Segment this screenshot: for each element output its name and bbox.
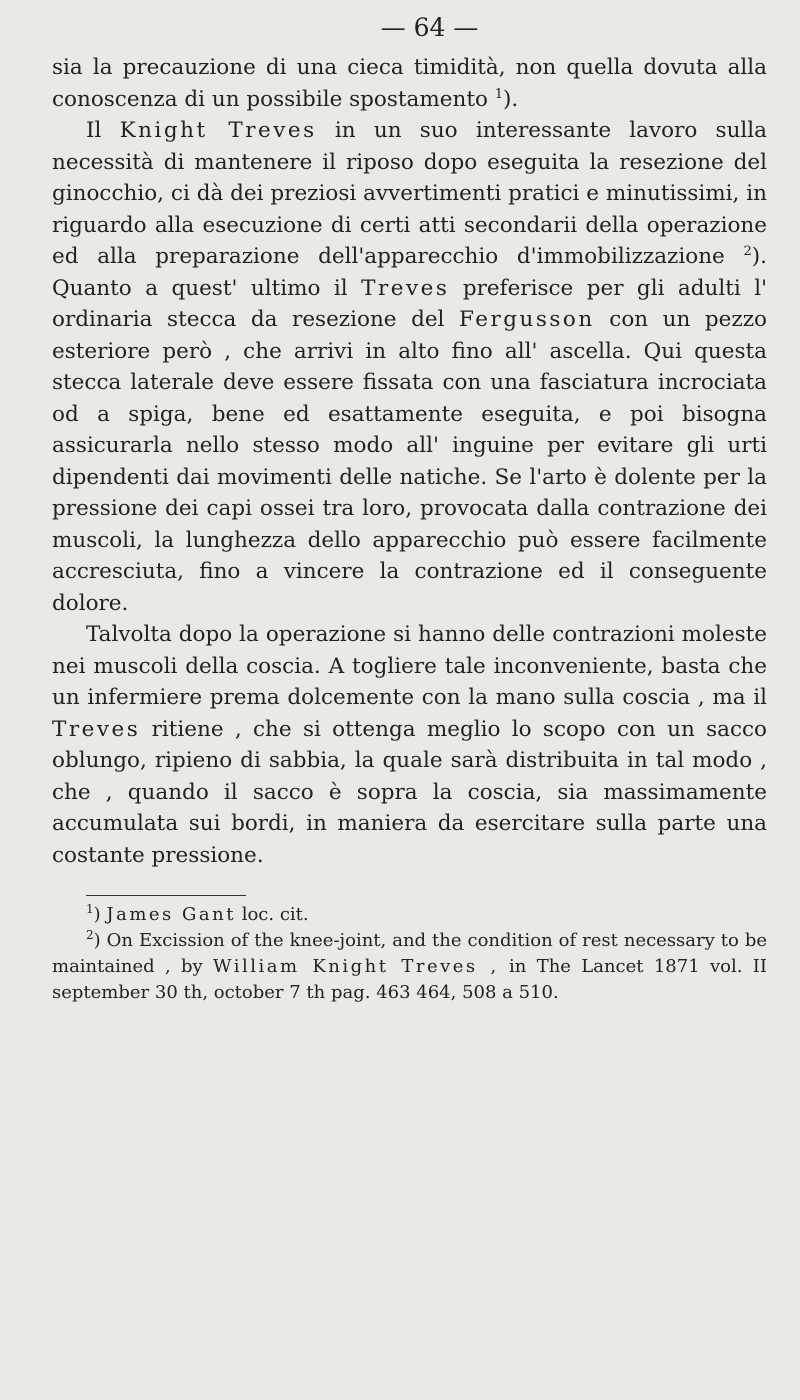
- author-name-treves: Treves: [361, 275, 450, 301]
- footnote-1-marker: 1: [86, 902, 94, 916]
- footnote-divider: [86, 895, 246, 896]
- book-page: [52, 8, 767, 1006]
- paragraph-2: [52, 115, 767, 619]
- footnote-2-part-2: in The Lancet 1871 vol. II september 30 th, october 7 th pag. 463 464, 508 a 510.: [52, 956, 767, 1003]
- footnote-2-author: William Knight Treves ,: [213, 956, 499, 977]
- footnote-2: $^2$) On Excission of the knee-joint, and the condition of rest necessary to be maintained , by William Knight Treves , in The Lancet 1871 vol. II september 30 th, october 7 th pag. 463 464, 508 a 510.: [52, 928, 767, 1003]
- paragraph-3-part-2: ritiene , che si ottenga meglio lo scopo con un sacco oblungo, ripieno di sabbia, la quale sarà distribuita in tal modo , che , quando il sacco è sopra la coscia, sia massimamente accumulata sui bordi, in maniera da esercitare sulla parte una costante pressione.: [52, 716, 767, 868]
- paragraph-1-text: sia la precauzione di una cieca timidità, non quella dovuta alla conoscenza di un possibile spostamento: [52, 55, 767, 112]
- footnote-1-text: loc. cit.: [241, 904, 309, 925]
- footnote-ref-1: 1: [494, 86, 504, 102]
- paragraph-1-end: ).: [503, 86, 519, 112]
- footnote-2-part-1: On Excission of the knee-joint, and the condition of rest necessary to be maintained , by: [52, 930, 767, 977]
- footnote-1-author: James Gant: [106, 904, 236, 925]
- paragraph-2-part-5: con un pezzo esteriore però , che arrivi in alto fino all' ascella. Qui questa stecca laterale deve essere fissata con una fasciatura incrociata od a spiga, bene ed esattamente eseguita, e poi bisogna assicurarla nello stesso modo all' inguine per evitare gli urti dipendenti dai movimenti delle natiche. Se l'arto è dolente per la pressione dei capi ossei tra loro, provocata dalla contrazione dei muscoli, la lunghezza dello apparecchio può essere facilmente accresciuta, fino a vincere la contrazione ed il conseguente dolore.: [52, 307, 767, 616]
- paragraph-3-part-1: Talvolta dopo la operazione si hanno delle contrazioni moleste nei muscoli della coscia. A togliere tale inconveniente, basta che un infermiere prema dolcemente con la mano sulla coscia , ma il: [52, 622, 767, 710]
- paragraph-1: [52, 52, 767, 115]
- paragraph-3: [52, 619, 767, 871]
- author-name-treves-2: Treves: [52, 716, 141, 742]
- paragraph-2-part-3: ). Quanto a quest' ultimo il: [52, 244, 767, 301]
- paragraph-2-part-1: Il: [86, 118, 102, 143]
- footnote-1: $^1$) James Gant loc. cit.: [86, 902, 309, 925]
- footnote-ref-2: 2: [743, 243, 752, 259]
- paragraph-2-part-2: in un suo interessante lavoro sulla necessità di mantenere il riposo dopo eseguita la resezione del ginocchio, ci dà dei preziosi avvertimenti pratici e minutissimi, in riguardo alla esecuzione di certi atti secondarii della operazione ed alla preparazione dell'apparecchio d'immobilizzazione: [52, 118, 767, 269]
- author-name-knight-treves: Knight Treves: [119, 118, 317, 143]
- paragraph-2-part-4: preferisce per gli adulti l' ordinaria stecca da resezione del: [52, 275, 767, 332]
- author-name-fergusson: Fergusson: [459, 307, 595, 332]
- page-number: — 64 —: [380, 13, 479, 42]
- footnote-2-marker: 2: [86, 928, 94, 942]
